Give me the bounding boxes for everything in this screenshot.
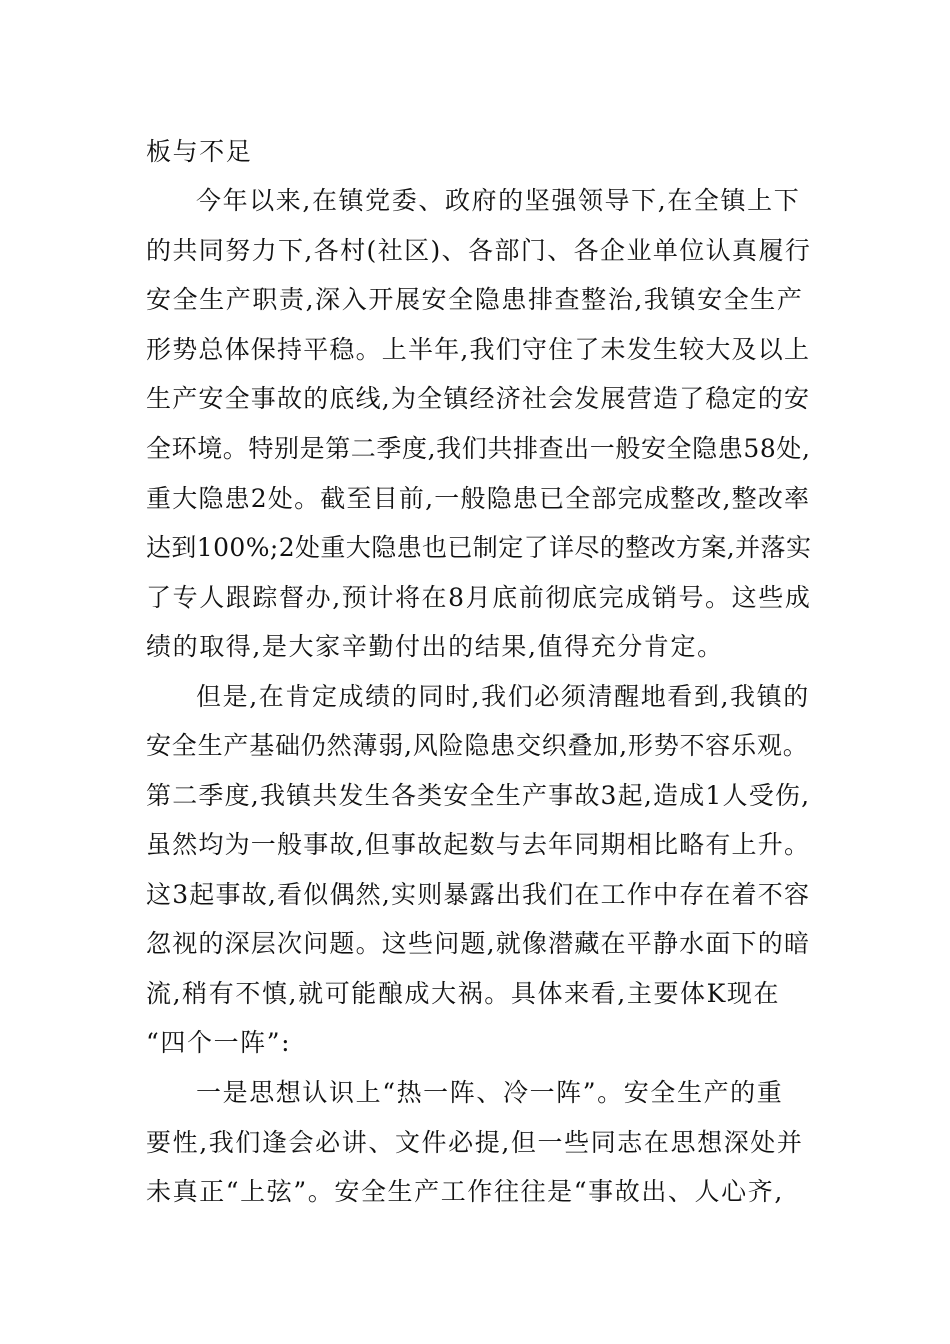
text-line: 板与不足 <box>146 137 253 166</box>
paragraph-start: 一是思想认识上“热一阵、冷一阵”。安全生产的重 <box>196 1078 784 1107</box>
text-line: 生产安全事故的底线,为全镇经济社会发展营造了稳定的安 <box>146 384 811 413</box>
paragraph-start: 但是,在肯定成绩的同时,我们必须清醒地看到,我镇的 <box>196 682 810 711</box>
text-line: 安全生产基础仍然薄弱,风险隐患交织叠加,形势不容乐观。 <box>146 731 809 760</box>
text-line: 未真正“上弦”。安全生产工作往往是“事故出、人心齐, <box>146 1177 784 1206</box>
text-line: 形势总体保持平稳。上半年,我们守住了未发生较大及以上 <box>146 335 811 364</box>
text-line: 了专人跟踪督办,预计将在8月底前彻底完成销号。这些成 <box>146 583 812 612</box>
text-line: “四个一阵”: <box>146 1028 292 1057</box>
text-line: 第二季度,我镇共发生各类安全生产事故3起,造成1人受伤, <box>146 781 811 810</box>
text-line: 的共同努力下,各村(社区)、各部门、各企业单位认真履行 <box>146 236 812 265</box>
text-line: 要性,我们逢会必讲、文件必提,但一些同志在思想深处并 <box>146 1128 804 1157</box>
text-line: 全环境。特别是第二季度,我们共排查出一般安全隐患58处, <box>146 434 811 463</box>
text-line: 这3起事故,看似偶然,实则暴露出我们在工作中存在着不容 <box>146 880 811 909</box>
text-line: 重大隐患2处。截至目前,一般隐患已全部完成整改,整改率 <box>146 484 811 513</box>
text-line: 虽然均为一般事故,但事故起数与去年同期相比略有上升。 <box>146 830 811 859</box>
paragraph-start: 今年以来,在镇党委、政府的坚强领导下,在全镇上下 <box>196 186 801 215</box>
text-line: 忽视的深层次问题。这些问题,就像潜藏在平静水面下的暗 <box>146 929 811 958</box>
text-line: 安全生产职责,深入开展安全隐患排查整治,我镇安全生产 <box>146 285 804 314</box>
text-line: 达到100%;2处重大隐患也已制定了详尽的整改方案,并落实 <box>146 533 812 562</box>
text-line: 绩的取得,是大家辛勤付出的结果,值得充分肯定。 <box>146 632 724 661</box>
text-line: 流,稍有不慎,就可能酿成大祸。具体来看,主要体K现在 <box>146 979 781 1008</box>
